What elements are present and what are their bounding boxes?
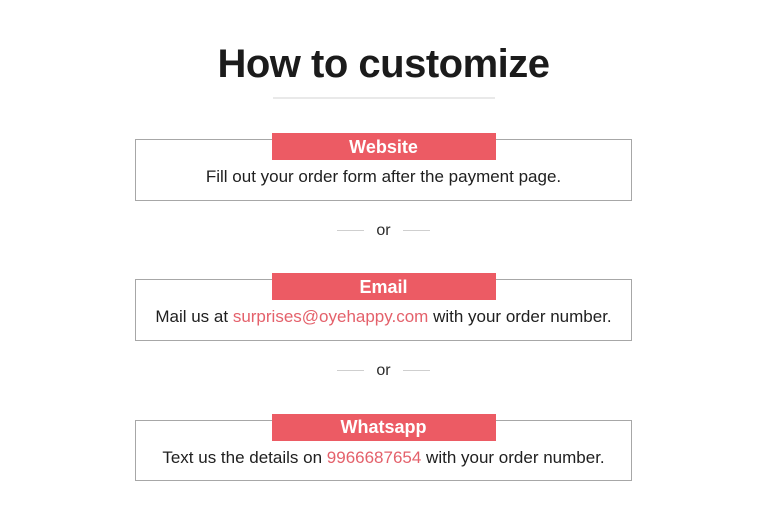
or-label: or [376,221,391,239]
whatsapp-instruction-suffix: with your order number. [421,447,605,467]
whatsapp-instruction-prefix: Text us the details on [162,447,327,467]
website-instruction-text: Fill out your order form after the payment page. [205,167,562,186]
or-divider-1 [0,222,767,240]
divider-line-left [337,370,364,371]
page-title: How to customize [217,42,550,86]
or-divider-2 [0,362,767,380]
divider-line-right [403,370,430,371]
section-email [135,273,632,341]
website-header-badge: Website [272,133,496,160]
divider-line-right [403,230,430,231]
or-label: or [376,361,391,379]
title-underline [273,97,495,99]
email-instruction-suffix: with your order number. [428,307,612,327]
divider-line-left [337,230,364,231]
email-instruction-prefix: Mail us at [155,307,233,327]
section-whatsapp [135,414,632,482]
email-address-link[interactable]: surprises@oyehappy.com [232,307,429,327]
whatsapp-phone-number-link[interactable]: 9966687654 [326,447,422,467]
section-website [135,133,632,201]
email-header-badge: Email [272,273,496,300]
whatsapp-header-badge: Whatsapp [272,414,496,441]
